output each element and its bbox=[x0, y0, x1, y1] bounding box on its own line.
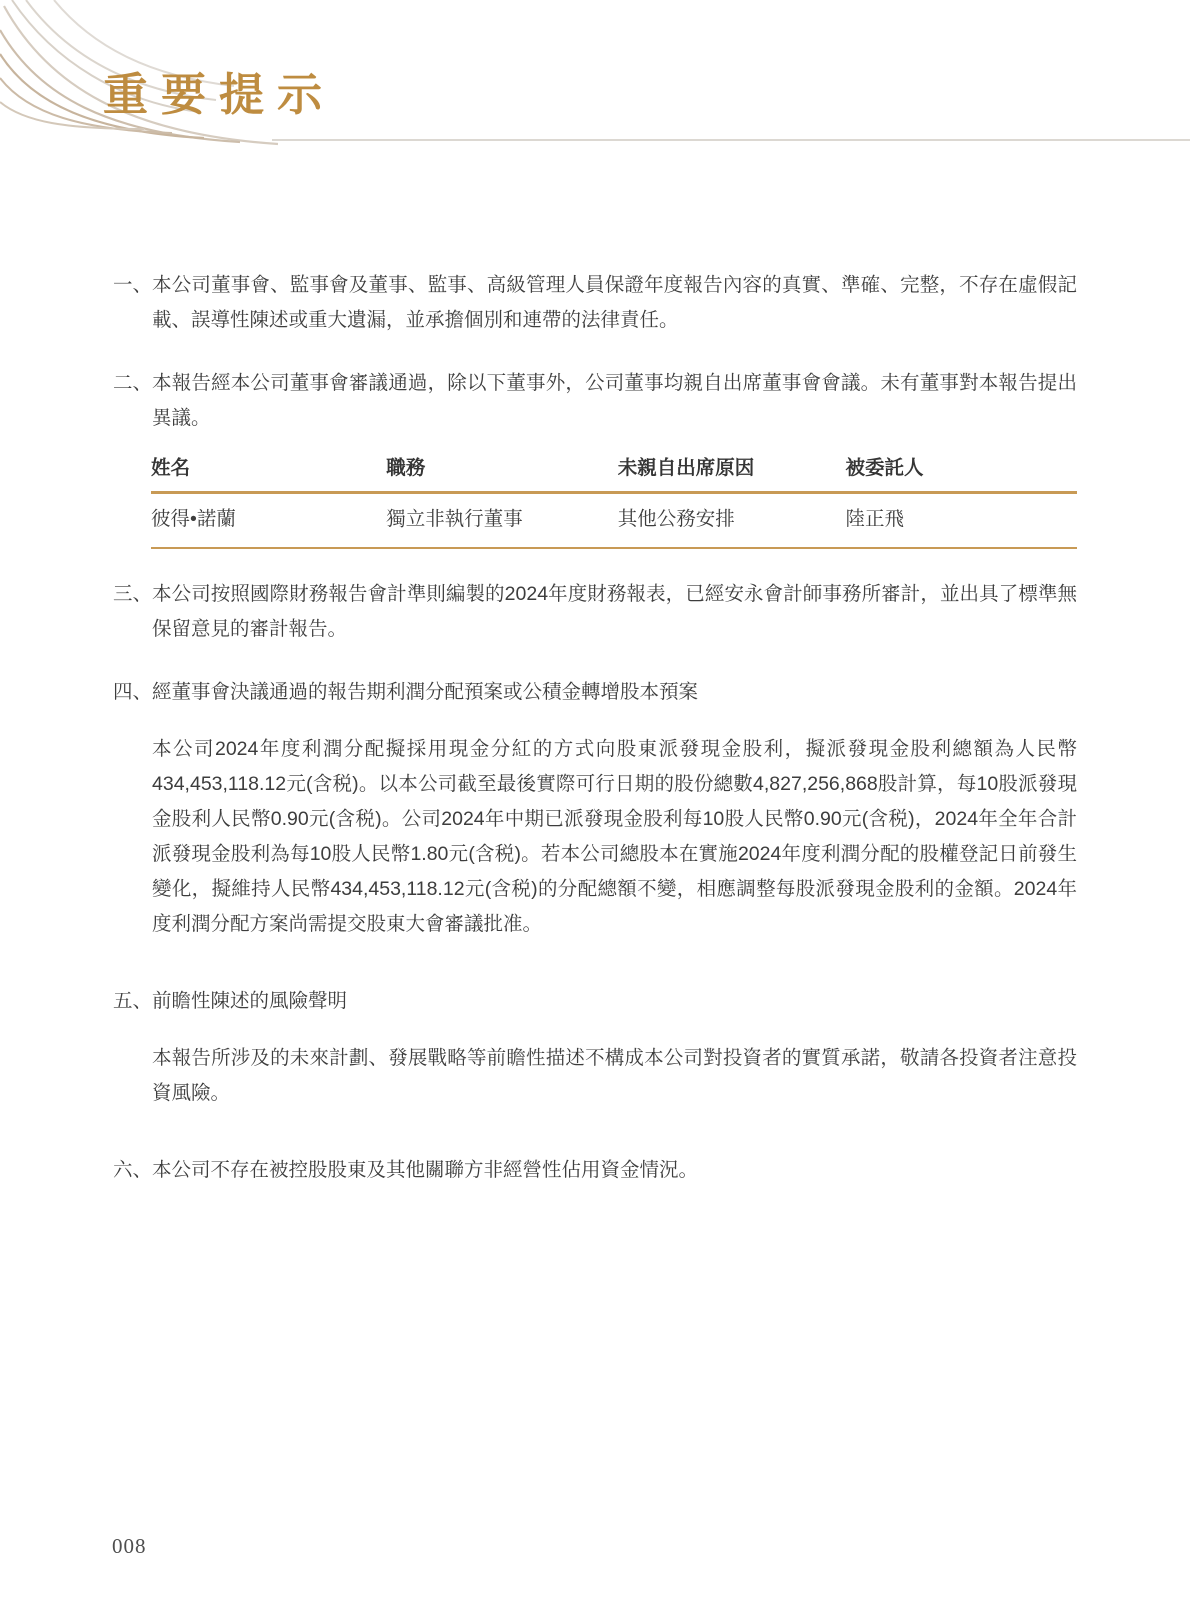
table-header-row bbox=[151, 456, 1077, 493]
item-number: 六、 bbox=[113, 1159, 153, 1181]
item-number: 二、 bbox=[113, 372, 153, 394]
item-text: 本公司董事會、監事會及董事、監事、高級管理人員保證年度報告內容的真實、準確、完整，不存在虛假記載、誤導性陳述或重大遺漏，並承擔個別和連帶的法律責任。 bbox=[152, 274, 1077, 331]
page-title: 重要提示 bbox=[103, 70, 336, 120]
notice-item-2 bbox=[113, 366, 1077, 436]
item-text: 本公司不存在被控股股東及其他關聯方非經營性佔用資金情況。 bbox=[152, 1159, 699, 1181]
table-cell-reason: 其他公務安排 bbox=[618, 493, 846, 549]
absent-directors-table bbox=[151, 456, 1077, 549]
table-row bbox=[151, 493, 1077, 549]
header-divider bbox=[272, 139, 1190, 141]
notice-item-6 bbox=[113, 1153, 1077, 1188]
item-sub-paragraph: 本公司2024年度利潤分配擬採用現金分紅的方式向股東派發現金股利，擬派發現金股利總額為人民幣434,453,118.12元(含税)。以本公司截至最後實際可行日期的股份總數4,827,256,868股計算，每10股派發現金股利人民幣0.90元(含税)。公司2024年中期已派發現金股利每10股人民幣0.90元(含税)，2024年全年合計派發現金股利為每10股人民幣1.80元(含税)。若本公司總股本在實施2024年度利潤分配的股權登記日前發生變化，擬維持人民幣434,453,118.12元(含税)的分配總額不變，相應調整每股派發現金股利的金額。2024年度利潤分配方案尚需提交股東大會審議批准。 bbox=[152, 738, 1077, 935]
item-text: 前瞻性陳述的風險聲明 bbox=[152, 990, 348, 1012]
item-number: 三、 bbox=[113, 583, 153, 605]
item-sub-paragraph: 本報告所涉及的未來計劃、發展戰略等前瞻性描述不構成本公司對投資者的實質承諾，敬請各投資者注意投資風險。 bbox=[152, 1047, 1077, 1104]
item-text: 本報告經本公司董事會審議通過，除以下董事外，公司董事均親自出席董事會會議。未有董事對本報告提出異議。 bbox=[152, 372, 1077, 429]
notice-item-5 bbox=[113, 984, 1077, 1125]
table-cell-proxy: 陸正飛 bbox=[845, 493, 1077, 549]
notice-item-1 bbox=[113, 268, 1077, 338]
table-cell-position: 獨立非執行董事 bbox=[386, 493, 618, 549]
item-text: 經董事會決議通過的報告期利潤分配預案或公積金轉增股本預案 bbox=[152, 681, 699, 703]
item-number: 五、 bbox=[113, 990, 153, 1012]
item-number: 一、 bbox=[113, 274, 153, 296]
table-cell-name: 彼得•諾蘭 bbox=[151, 493, 386, 549]
table-header-proxy: 被委託人 bbox=[845, 456, 1077, 493]
notice-item-3 bbox=[113, 577, 1077, 647]
table-header-name: 姓名 bbox=[151, 456, 386, 493]
notice-item-4 bbox=[113, 675, 1077, 956]
notice-content bbox=[113, 268, 1077, 1216]
item-number: 四、 bbox=[113, 681, 153, 703]
table-header-position: 職務 bbox=[386, 456, 618, 493]
page-number: 008 bbox=[112, 1534, 147, 1558]
table-header-reason: 未親自出席原因 bbox=[618, 456, 846, 493]
item-text: 本公司按照國際財務報告會計準則編製的2024年度財務報表，已經安永會計師事務所審計，並出具了標準無保留意見的審計報告。 bbox=[152, 583, 1077, 640]
